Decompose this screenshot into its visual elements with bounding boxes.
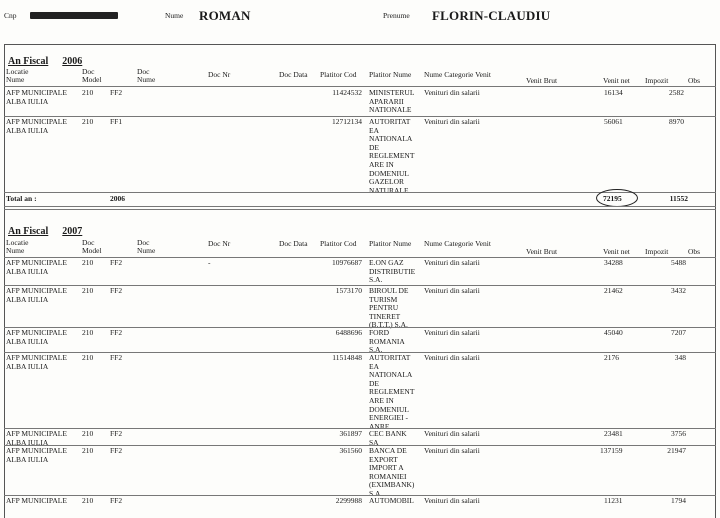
firstname-value: FLORIN-CLAUDIU bbox=[432, 8, 551, 23]
name-label: Nume bbox=[165, 11, 184, 20]
firstname-label: Prenume bbox=[383, 11, 410, 20]
section-divider bbox=[4, 209, 716, 210]
row-divider bbox=[4, 86, 716, 87]
fiscal-year-2006-title: An Fiscal 2006 bbox=[8, 56, 83, 67]
name-value: ROMAN bbox=[199, 8, 251, 23]
handwritten-circle-mark bbox=[596, 189, 638, 207]
cnp-redacted bbox=[30, 12, 118, 19]
fiscal-year-2007-title: An Fiscal 2007 bbox=[8, 226, 83, 237]
row-divider bbox=[4, 206, 716, 207]
cnp-label: Cnp bbox=[4, 11, 17, 20]
table-frame-top bbox=[4, 44, 716, 45]
